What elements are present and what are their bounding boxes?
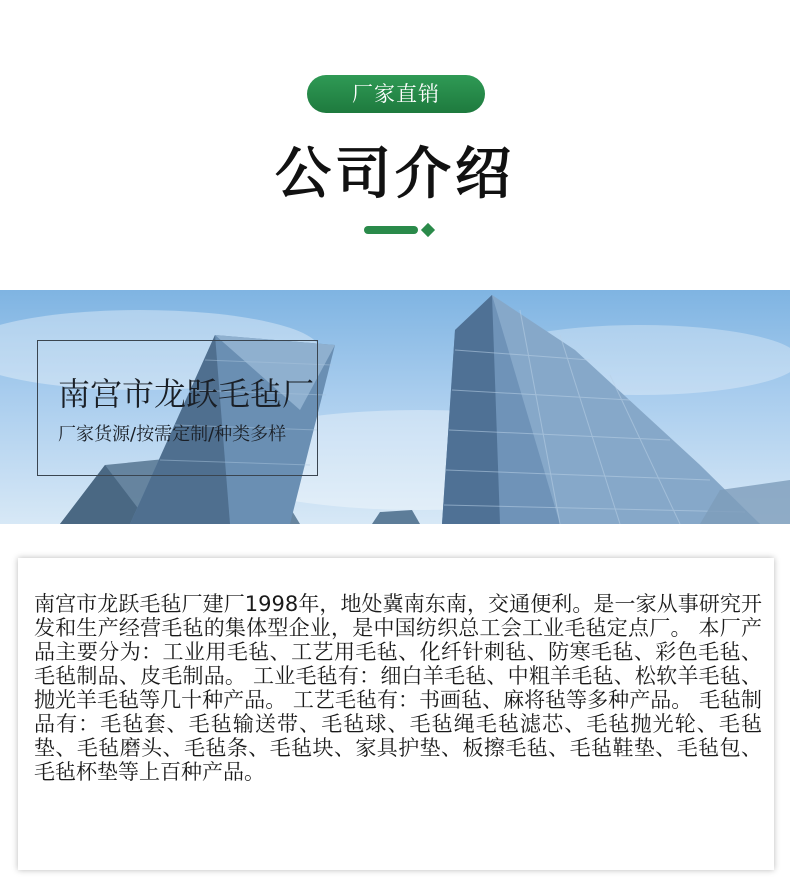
divider-diamond: [421, 223, 435, 237]
intro-card: [18, 558, 774, 870]
skyscraper-banner: [0, 290, 790, 524]
company-name: 南宫市龙跃毛毡厂: [58, 375, 315, 413]
company-tagline: 厂家货源/按需定制/种类多样: [58, 424, 287, 445]
title-divider: [364, 223, 436, 237]
page-title: 公司介绍: [275, 142, 515, 207]
intro-text: 南宫市龙跃毛毡厂建厂1998年，地处冀南东南，交通便利。是一家从事研究开发和生产经营毛毡的集体型企业，是中国纺织总工会工业毛毡定点厂。 本厂产品主要分为：工业用毛毡、工艺用毛毡、化纤针刺毡、防寒毛毡、彩色毛毡、毛毡制品、皮毛制品。 工业毛毡有：细白羊毛毡、中粗羊毛毡、松软羊毛毡、抛光羊毛毡等几十种产品。 工艺毛毡有：书画毡、麻将毡等多种产品。 毛毡制品有：毛毡套、毛毡输送带、毛毡球、毛毡绳毛毡滤芯、毛毡抛光轮、毛毡垫、毛毡磨头、毛毡条、毛毡块、家具护垫、板擦毛毡、毛毡鞋垫、毛毡包、毛毡杯垫等上百种产品。: [34, 592, 762, 784]
divider-bar: [364, 226, 418, 234]
header-badge: 厂家直销: [307, 75, 485, 113]
